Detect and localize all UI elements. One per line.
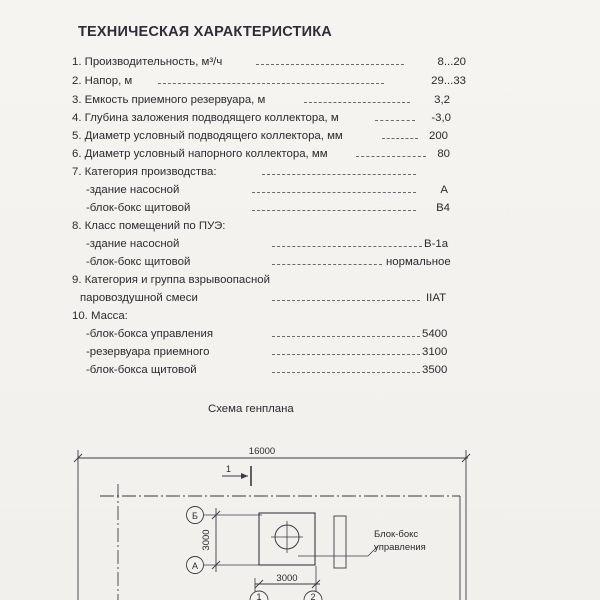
spec-value: 200 <box>428 130 448 142</box>
dim-height-label: 3000 <box>201 529 212 551</box>
spec-label: 3. Емкость приемного резервуара, м <box>72 94 266 106</box>
spec-value: 3,2 <box>434 94 450 106</box>
spec-value: IIAT <box>426 292 447 304</box>
axis-2-label: 2 <box>310 592 316 600</box>
spec-value: А <box>440 184 448 196</box>
spec-label: паровоздушной смеси <box>80 292 198 304</box>
spec-value: нормальное <box>386 256 451 268</box>
section-mark-label: 1 <box>226 464 232 474</box>
spec-value: 80 <box>437 148 450 160</box>
spec-label: 9. Категория и группа взрывоопасной <box>72 274 270 286</box>
spec-label: -резервуара приемного <box>86 346 210 358</box>
spec-label: 6. Диаметр условный напорного коллектора, мм <box>72 148 328 160</box>
spec-label: -блок-бокс щитовой <box>86 256 191 268</box>
spec-value: 29...33 <box>431 75 466 87</box>
spec-value: 3500 <box>422 364 448 376</box>
spec-label: 7. Категория производства: <box>72 166 217 178</box>
dim-width-label: 16000 <box>248 446 276 457</box>
spec-value: 8...20 <box>437 56 466 68</box>
scheme-title: Схема генплана <box>208 403 294 415</box>
spec-label: 4. Глубина заложения подводящего коллектора, м <box>72 112 339 124</box>
dim-box-label: 3000 <box>276 573 298 584</box>
spec-label: 5. Диаметр условный подводящего коллектора, мм <box>72 130 343 142</box>
spec-label: -здание насосной <box>86 184 180 196</box>
spec-label: 10. Масса: <box>72 310 128 322</box>
spec-value: 3100 <box>422 346 448 358</box>
spec-value: В4 <box>436 202 450 214</box>
spec-value: 5400 <box>422 328 448 340</box>
spec-label: 8. Класс помещений по ПУЭ: <box>72 220 226 232</box>
spec-label: -блок-бокса щитовой <box>86 364 197 376</box>
spec-value: -3,0 <box>431 112 451 124</box>
box-label-line2: управления <box>374 542 426 553</box>
spec-title: ТЕХНИЧЕСКАЯ ХАРАКТЕРИСТИКА <box>78 24 332 40</box>
axis-a-label: А <box>191 561 199 571</box>
axis-1-label: 1 <box>256 592 262 600</box>
box-label-line1: Блок-бокс <box>374 529 419 540</box>
section-arrow-head <box>241 473 248 479</box>
spec-label: 1. Производительность, м³/ч <box>72 56 223 68</box>
spec-label: -блок-бокса управления <box>86 328 213 340</box>
axis-b-label: Б <box>192 511 198 521</box>
spec-label: -здание насосной <box>86 238 180 250</box>
spec-label: 2. Напор, м <box>72 75 133 87</box>
side-element <box>334 516 346 568</box>
spec-label: -блок-бокс щитовой <box>86 202 191 214</box>
spec-value: В-1а <box>424 238 449 250</box>
